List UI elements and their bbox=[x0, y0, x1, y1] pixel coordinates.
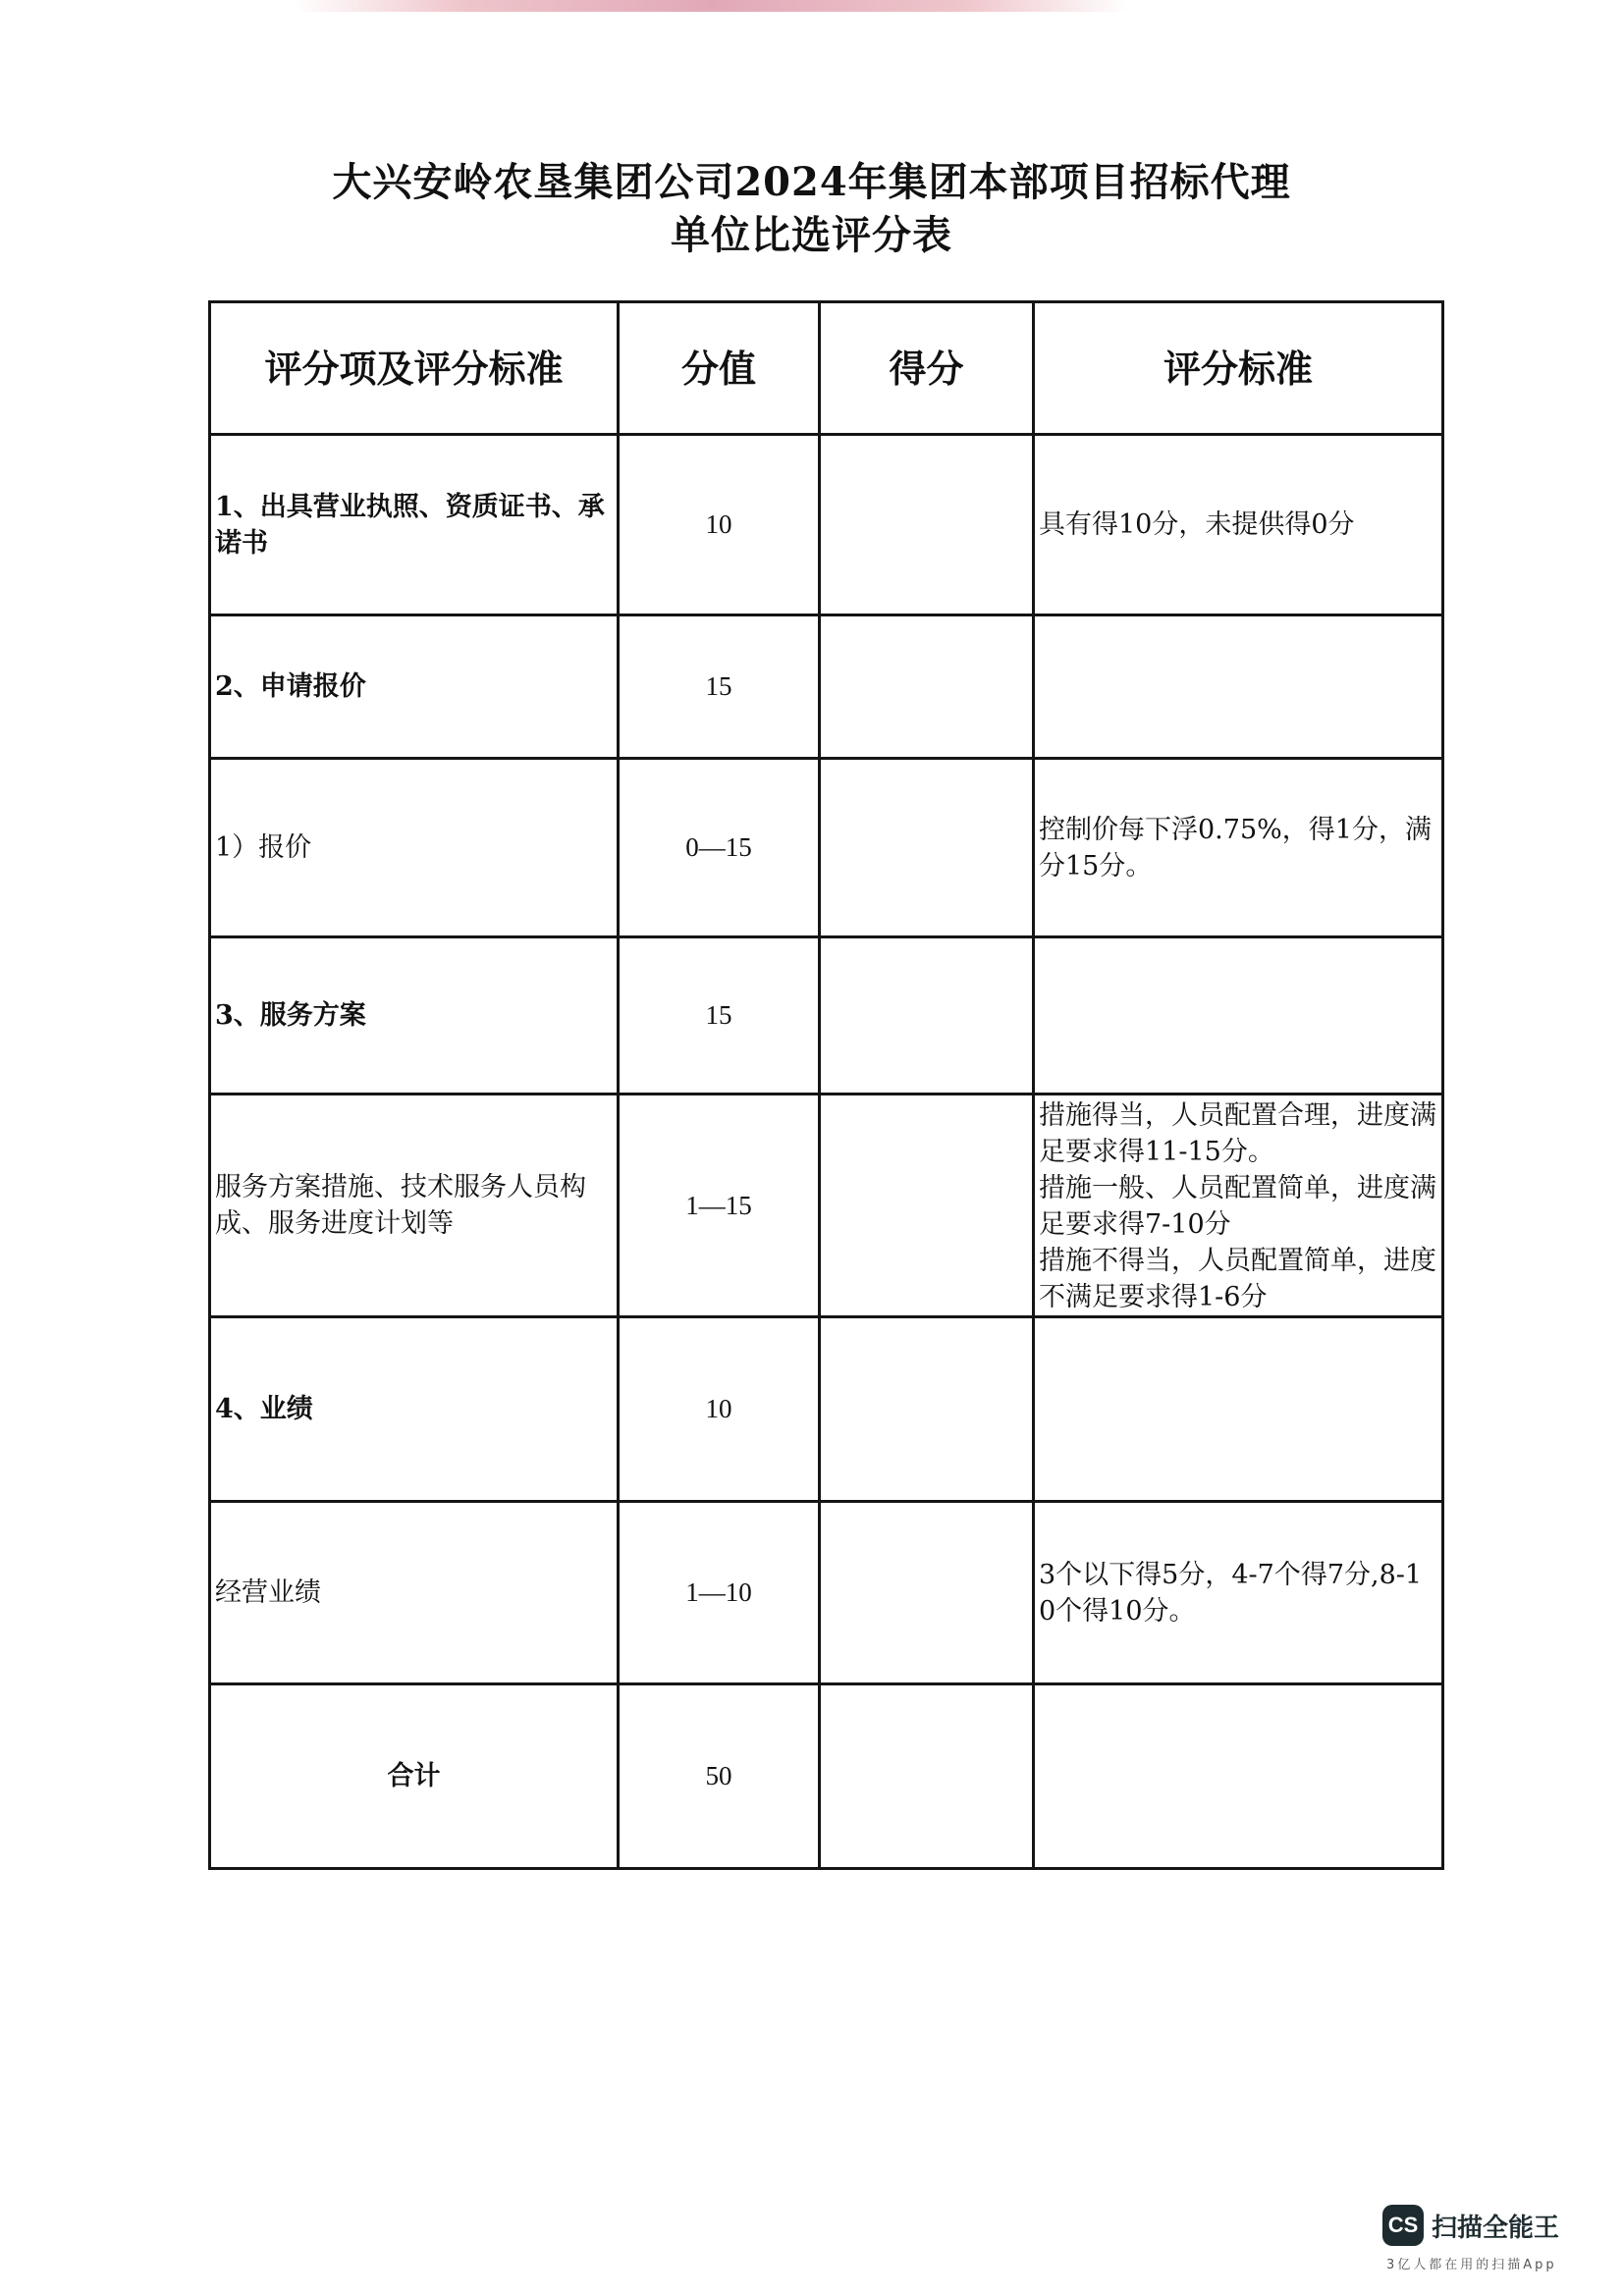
row-score bbox=[820, 615, 1034, 759]
table-row bbox=[210, 759, 1443, 937]
row-criteria: 控制价每下浮0.75%，得1分，满分15分。 bbox=[1034, 759, 1443, 937]
row-value: 15 bbox=[619, 615, 820, 759]
row-item: 2、申请报价 bbox=[210, 615, 619, 759]
row-criteria: 具有得10分，未提供得0分 bbox=[1034, 435, 1443, 615]
document-subtitle: 单位比选评分表 bbox=[671, 212, 952, 258]
row-item: 4、业绩 bbox=[210, 1317, 619, 1502]
scanner-watermark bbox=[1382, 2205, 1559, 2246]
header-criteria: 评分标准 bbox=[1034, 302, 1443, 435]
table-total-row bbox=[210, 1684, 1443, 1869]
row-value: 1—10 bbox=[619, 1502, 820, 1684]
row-value: 1—15 bbox=[619, 1095, 820, 1317]
row-item: 经营业绩 bbox=[210, 1502, 619, 1684]
criteria-line: 措施得当，人员配置合理，进度满足要求得11-15分。 bbox=[1039, 1100, 1436, 1167]
total-score bbox=[820, 1684, 1034, 1869]
row-criteria bbox=[1034, 615, 1443, 759]
table-row bbox=[210, 1095, 1443, 1317]
row-score bbox=[820, 759, 1034, 937]
total-label: 合计 bbox=[210, 1684, 619, 1869]
row-item: 服务方案措施、技术服务人员构成、服务进度计划等 bbox=[210, 1095, 619, 1317]
scanner-tagline: 3亿人都在用的扫描App bbox=[1386, 2258, 1557, 2272]
row-score bbox=[820, 435, 1034, 615]
row-criteria bbox=[1034, 937, 1443, 1095]
row-criteria bbox=[1034, 1095, 1443, 1317]
table-row bbox=[210, 937, 1443, 1095]
row-score bbox=[820, 1502, 1034, 1684]
table-row bbox=[210, 1317, 1443, 1502]
table-row bbox=[210, 615, 1443, 759]
header-score: 得分 bbox=[820, 302, 1034, 435]
row-item: 1、出具营业执照、资质证书、承诺书 bbox=[210, 435, 619, 615]
header-item: 评分项及评分标准 bbox=[210, 302, 619, 435]
row-criteria bbox=[1034, 1317, 1443, 1502]
total-criteria bbox=[1034, 1684, 1443, 1869]
header-value: 分值 bbox=[619, 302, 820, 435]
row-score bbox=[820, 937, 1034, 1095]
row-score bbox=[820, 1317, 1034, 1502]
row-value: 15 bbox=[619, 937, 820, 1095]
scoring-table bbox=[208, 300, 1444, 1870]
criteria-line: 措施不得当，人员配置简单，进度不满足要求得1-6分 bbox=[1039, 1246, 1436, 1312]
row-score bbox=[820, 1095, 1034, 1317]
criteria-line: 措施一般、人员配置简单，进度满足要求得7-10分 bbox=[1039, 1173, 1436, 1240]
table-row bbox=[210, 435, 1443, 615]
row-value: 10 bbox=[619, 435, 820, 615]
camscanner-logo-icon: CS bbox=[1382, 2205, 1424, 2246]
document-title: 大兴安岭农垦集团公司2024年集团本部项目招标代理 bbox=[332, 159, 1291, 205]
row-value: 0—15 bbox=[619, 759, 820, 937]
row-item: 1）报价 bbox=[210, 759, 619, 937]
total-value: 50 bbox=[619, 1684, 820, 1869]
scan-edge-stain bbox=[295, 0, 1129, 12]
row-item: 3、服务方案 bbox=[210, 937, 619, 1095]
table-header-row bbox=[210, 302, 1443, 435]
scanner-app-name: 扫描全能王 bbox=[1432, 2213, 1560, 2243]
row-criteria: 3个以下得5分，4-7个得7分,8-10个得10分。 bbox=[1034, 1502, 1443, 1684]
table-row bbox=[210, 1502, 1443, 1684]
row-value: 10 bbox=[619, 1317, 820, 1502]
